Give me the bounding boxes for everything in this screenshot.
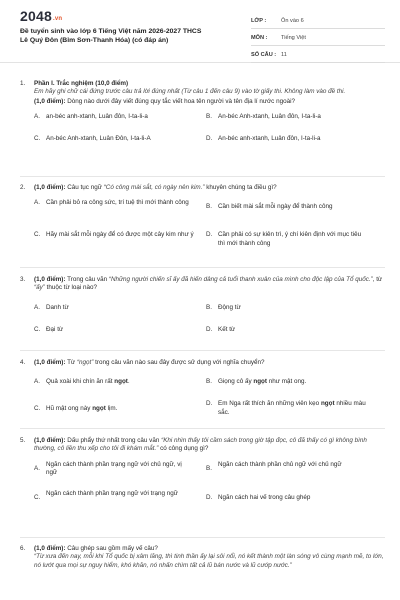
- option-b[interactable]: [206, 203, 366, 211]
- stem-text: Dòng nào dưới đây viết đúng quy tắc viết hoa tên người và tên địa lí nước ngoài?: [65, 97, 295, 105]
- site-logo[interactable]: [20, 8, 62, 24]
- question-divider: [20, 267, 385, 268]
- option-letter: A.: [34, 303, 40, 311]
- question-number: 5.: [20, 437, 26, 444]
- option-a[interactable]: [34, 461, 194, 478]
- question-stem: [34, 276, 385, 293]
- meta-value: 11: [281, 52, 287, 58]
- option-letter: A.: [34, 464, 40, 472]
- option-letter: A.: [34, 113, 40, 121]
- option-text: Động từ: [218, 303, 241, 311]
- option-text: nhiều màu sắc.: [218, 400, 366, 416]
- meta-value: Ôn vào 6: [281, 18, 304, 24]
- stem-text: thuộc từ loại nào?: [44, 284, 98, 292]
- option-letter: A.: [34, 378, 40, 386]
- meta-key: LỚP :: [251, 18, 267, 24]
- option-text: Ngăn cách hai vế trong câu ghép: [218, 493, 311, 501]
- section-heading: Phần I. Trắc nghiệm (10,0 điểm): [34, 80, 129, 87]
- exam-title: [20, 27, 235, 45]
- option-letter: D.: [206, 135, 213, 143]
- option-text: Danh từ: [46, 303, 69, 311]
- option-a[interactable]: [34, 199, 194, 207]
- option-keyword: ngọt: [253, 378, 267, 386]
- stem-text: trong câu văn nào sau đây được sử dụng với nghĩa chuyển?: [93, 359, 265, 366]
- option-letter: D.: [206, 400, 213, 408]
- option-text: An-béc Anh-xtanh, Luân đôn, I-ta-li-a: [218, 113, 321, 121]
- stem-text: Câu tục ngữ: [65, 184, 104, 191]
- question-stem: [34, 359, 385, 367]
- stem-text: Từ: [65, 359, 77, 366]
- option-c[interactable]: [34, 490, 194, 502]
- question-stem: [34, 184, 385, 192]
- question-points: (1,0 điểm):: [34, 545, 66, 552]
- option-a[interactable]: [34, 113, 194, 121]
- option-text: Em Nga rất thích ăn những viên kẹo: [218, 400, 321, 408]
- option-keyword: ngọt: [92, 405, 106, 413]
- option-text: Ngăn cách thành phần chủ ngữ với chủ ngữ: [218, 460, 342, 468]
- option-letter: D.: [206, 231, 213, 239]
- option-d[interactable]: [206, 326, 366, 334]
- options: [34, 374, 385, 420]
- option-c[interactable]: [34, 135, 194, 143]
- meta-key: MÔN :: [251, 35, 268, 41]
- option-letter: D.: [206, 493, 213, 501]
- question-2: [20, 184, 385, 261]
- option-text: Cần biết mài sắt mỗi ngày để thành công: [218, 203, 333, 211]
- option-d[interactable]: [206, 231, 366, 248]
- option-text: an-béc anh-xtanh, Luân đôn, I-ta-li-a: [46, 113, 148, 121]
- exam-title-line-1: Đề tuyển sinh vào lớp 6 Tiếng Việt năm 2026-2027 THCS: [20, 28, 202, 35]
- options: [34, 461, 385, 525]
- option-letter: B.: [206, 378, 212, 386]
- option-d[interactable]: [206, 400, 366, 417]
- stem-word: “ấy”: [34, 284, 45, 292]
- option-letter: C.: [34, 493, 41, 501]
- question-points: (1,0 điểm):: [34, 97, 66, 105]
- option-text: Hũ mật ong này: [46, 405, 93, 413]
- option-letter: C.: [34, 405, 41, 413]
- option-letter: D.: [206, 325, 213, 333]
- meta-row-question-count: [251, 48, 385, 63]
- option-text: Cần phải có sự kiên trì, ý chí kiên định với mục tiêu thì mới thành công: [218, 231, 362, 247]
- option-c[interactable]: [34, 231, 194, 239]
- question-number: 2.: [20, 184, 26, 191]
- stem-text: có công dụng gì?: [158, 445, 209, 453]
- option-a[interactable]: [34, 304, 194, 312]
- option-text: An-béc anh-xtanh, Luân đôn, I-ta-li-a: [218, 135, 321, 143]
- section-instruction: Em hãy ghi chữ cái đứng trước câu trả lời đúng nhất (Từ câu 1 đến câu 9) vào tờ giấy thi. Không làm vào đề thi.: [34, 88, 346, 96]
- logo-text: 2048: [20, 8, 52, 24]
- option-text: như mật ong.: [267, 378, 307, 386]
- option-d[interactable]: [206, 135, 366, 143]
- options: [34, 199, 385, 261]
- option-b[interactable]: [206, 461, 366, 473]
- question-6: [20, 545, 385, 570]
- option-keyword: ngọt: [114, 378, 128, 386]
- meta-row-subject: [251, 31, 385, 46]
- option-text: Đại từ: [46, 325, 64, 333]
- option-letter: A.: [34, 199, 40, 207]
- meta-key: SỐ CÂU :: [251, 52, 277, 58]
- stem-quote: “Có công mài sắt, có ngày nên kim.”: [103, 184, 205, 191]
- option-keyword: ngọt: [320, 400, 335, 408]
- option-letter: C.: [34, 325, 41, 333]
- option-text: Hãy mài sắt mỗi ngày để có được một cây kim như ý: [46, 231, 194, 239]
- stem-quote: “Khi nhìn thấy tôi cầm sách trong giờ tập đọc, cô đã thấy có gì không bình thường, cô liền thu xếp cho tôi đi khám mắt.”: [34, 437, 367, 453]
- question-stem: [34, 437, 385, 454]
- option-d[interactable]: [206, 494, 366, 502]
- option-text: Quả xoài khi chín ăn rất: [46, 378, 115, 386]
- stem-text: Trong câu văn: [65, 276, 109, 283]
- option-text: An-béc Anh-xtanh, Luân Đôn, I-ta-li-A: [46, 135, 151, 143]
- option-text: Ngăn cách thành phần trạng ngữ với chủ ngữ, vị ngữ: [46, 460, 182, 477]
- question-points: (1,0 điểm):: [34, 437, 66, 444]
- question-divider: [20, 350, 385, 351]
- question-number: 6.: [20, 545, 26, 552]
- question-divider: [20, 428, 385, 429]
- question-divider: [20, 537, 385, 538]
- stem-quote: “Những người chiến sĩ ấy đã hiến dâng cả tuổi thanh xuân của mình cho độc lập của Tổ quốc.”: [108, 276, 373, 283]
- question-points: (1,0 điểm):: [34, 359, 66, 366]
- option-text: lịm.: [105, 405, 118, 413]
- stem-text: Dấu phẩy thứ nhất trong câu văn: [65, 437, 162, 444]
- option-a[interactable]: [34, 378, 194, 386]
- exam-meta: [251, 14, 385, 65]
- option-letter: C.: [34, 135, 41, 143]
- stem-word: “ngọt”: [76, 359, 94, 366]
- option-letter: B.: [206, 203, 212, 211]
- option-b[interactable]: [206, 113, 366, 121]
- page-header: [0, 0, 400, 63]
- stem-text: , từ: [372, 276, 383, 283]
- question-5: [20, 437, 385, 525]
- options: [34, 113, 385, 147]
- option-letter: B.: [206, 303, 212, 311]
- question-number: 3.: [20, 276, 26, 283]
- option-c[interactable]: [34, 405, 194, 413]
- question-4: [20, 359, 385, 420]
- option-letter: B.: [206, 113, 212, 121]
- question-number: 4.: [20, 359, 26, 366]
- option-c[interactable]: [34, 326, 194, 334]
- meta-value: Tiếng Việt: [281, 35, 306, 41]
- stem-quote: “Từ xưa đến nay, mỗi khi Tổ quốc bị xâm lăng, thì tinh thần ấy lại sôi nổi, nó kết thành một làn sóng vô cùng mạnh mẽ, to lớn, nó lướt qua mọi sự nguy hiểm, khó khăn, nó nhấn chìm tất cả lũ bán nước và lũ cướp nước.”: [34, 553, 384, 569]
- question-number: 1.: [20, 80, 26, 87]
- option-b[interactable]: [206, 304, 366, 312]
- option-text: Ngăn cách thành phần trạng ngữ với trạng ngữ: [46, 489, 178, 497]
- meta-row-grade: [251, 14, 385, 29]
- stem-text: khuyên chúng ta điều gì?: [204, 184, 277, 191]
- option-text: Giọng cô ấy: [218, 378, 254, 386]
- question-stem: [34, 98, 385, 106]
- option-b[interactable]: [206, 378, 366, 386]
- option-text: .: [127, 378, 130, 386]
- option-letter: B.: [206, 464, 212, 472]
- option-text: Cần phải bỏ ra công sức, trí tuệ thì mới thành công: [46, 199, 189, 207]
- question-divider: [20, 176, 385, 177]
- options: [34, 300, 385, 336]
- option-letter: C.: [34, 231, 41, 239]
- exam-title-line-2: Lê Quý Đôn (Bỉm Sơn-Thanh Hóa) (có đáp án): [20, 37, 169, 44]
- option-text: Kết từ: [218, 325, 236, 333]
- question-points: (1,0 điểm):: [34, 276, 66, 283]
- question-points: (1,0 điểm):: [34, 184, 66, 191]
- question-1: [20, 80, 385, 147]
- question-3: [20, 276, 385, 336]
- logo-suffix: .vn: [52, 16, 63, 22]
- stem-text: Câu ghép sau gồm mấy vế câu?: [65, 545, 158, 552]
